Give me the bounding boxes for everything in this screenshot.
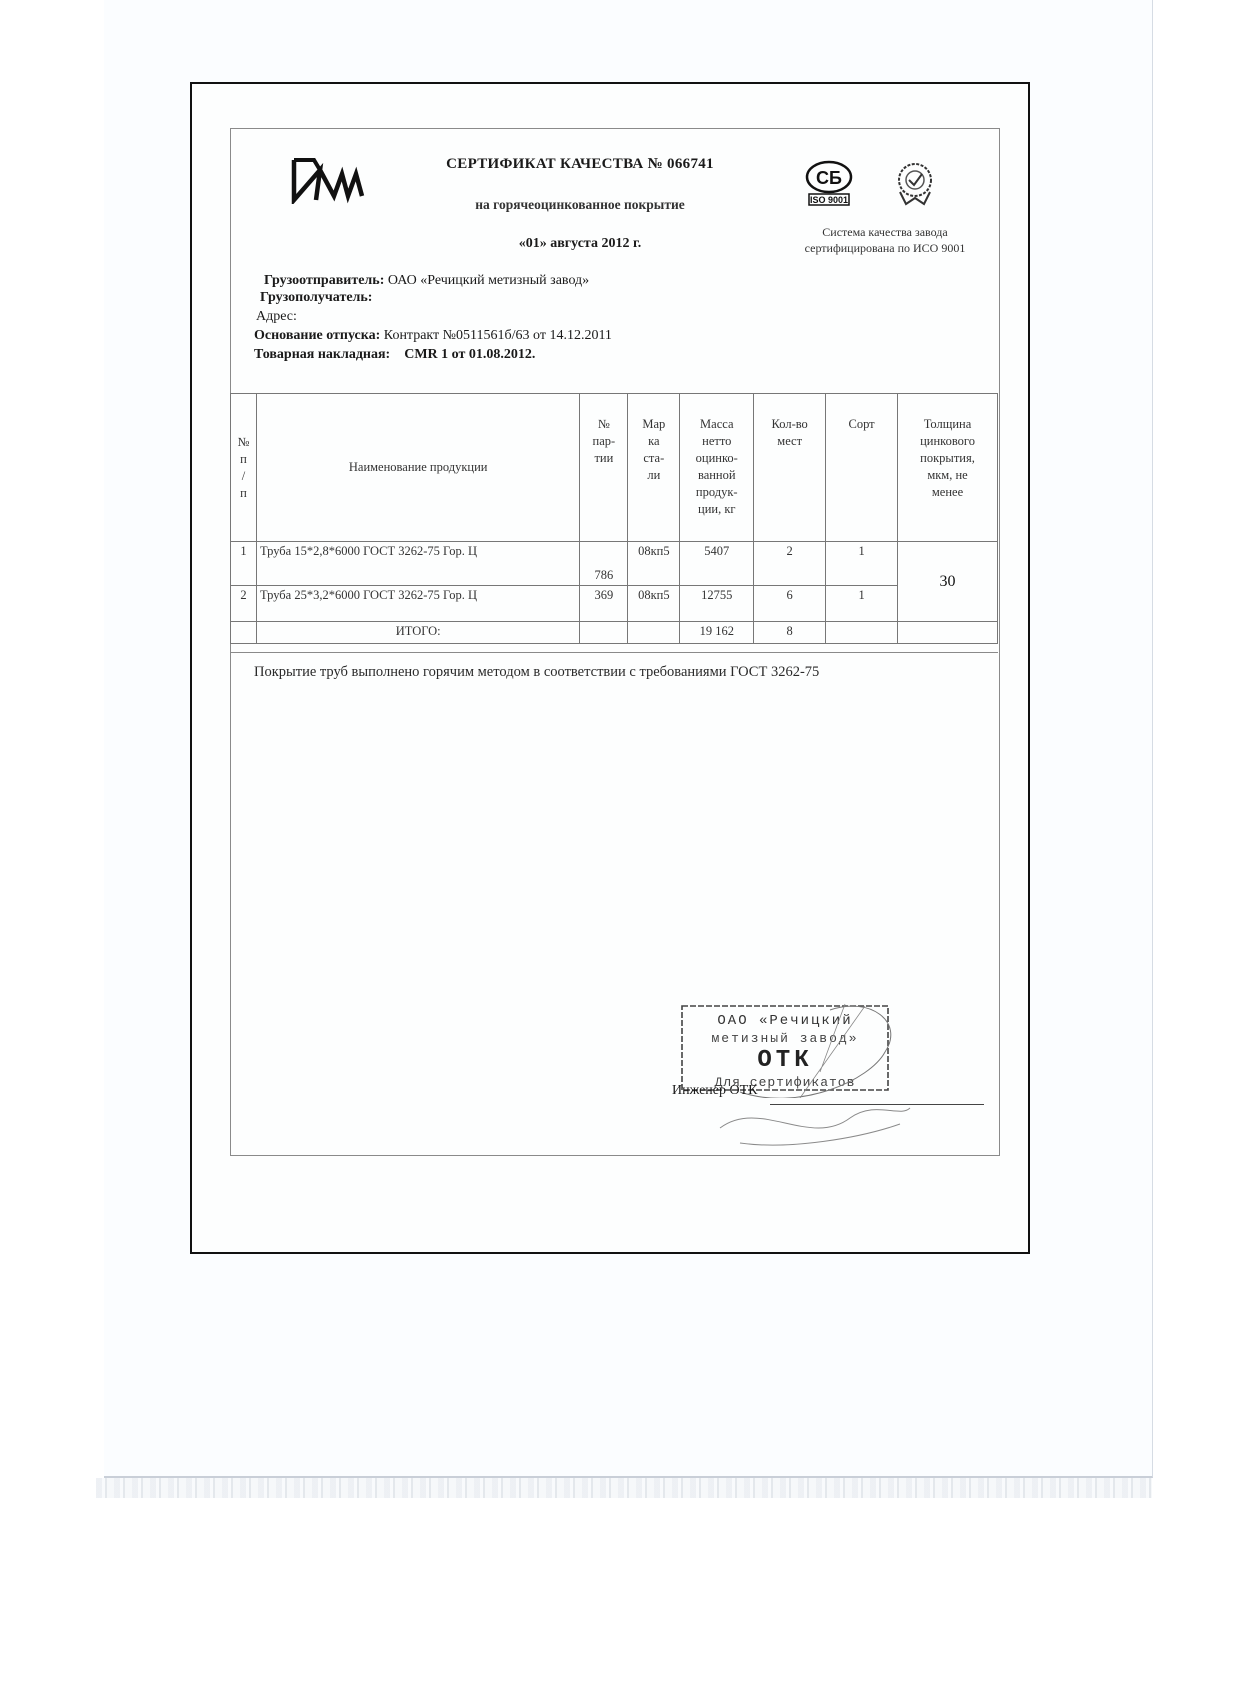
factory-logo (290, 156, 368, 204)
products-table (230, 393, 998, 644)
header-mass: Масса нетто оцинко- ванной продук- ции, кг (680, 394, 754, 542)
consignee-line (260, 289, 372, 306)
row-num: 2 (231, 586, 257, 622)
consignee-label: Грузополучатель: (260, 290, 373, 305)
waybill-value: CMR 1 от 01.08.2012. (404, 347, 536, 362)
coating-note: Покрытие труб выполнено горячим методом в соответствии с требованиями ГОСТ 3262-75 (254, 664, 820, 680)
header-num: № п / п (231, 394, 257, 542)
shipper-value: ОАО «Речицкий метизный завод» (387, 273, 590, 288)
waybill-label: Товарная накладная: (254, 347, 391, 362)
scan-edge-artifact (96, 1478, 1152, 1498)
table-bottom-divider (230, 652, 998, 653)
row-batch: 786 (580, 542, 628, 586)
certificate-subtitle: на горячеоцинкованное покрытие (475, 197, 685, 212)
row-steel: 08кп5 (628, 542, 680, 586)
basis-value: Контракт №0511561б/63 от 14.12.2011 (383, 328, 612, 343)
row-grade: 1 (826, 542, 898, 586)
row-name: Труба 25*3,2*6000 ГОСТ 3262-75 Гор. Ц (256, 586, 579, 622)
svg-text:ОТК: ОТК (757, 1047, 813, 1074)
header-steel: Мар ка ста- ли (628, 394, 680, 542)
stb-iso-logo (800, 160, 858, 206)
svg-text:метизный завод»: метизный завод» (711, 1031, 859, 1046)
table-row (231, 542, 998, 586)
total-row (231, 622, 998, 644)
row-places: 2 (754, 542, 826, 586)
basis-label: Основание отпуска: (254, 328, 381, 343)
row-mass: 12755 (680, 586, 754, 622)
svg-text:ОАО «Речицкий: ОАО «Речицкий (717, 1013, 853, 1029)
row-num: 1 (231, 542, 257, 586)
total-label: ИТОГО: (256, 622, 579, 644)
header-thickness: Толщина цинкового покрытия, мкм, не менее (898, 394, 998, 542)
row-grade: 1 (826, 586, 898, 622)
basis-line (254, 327, 612, 344)
total-mass: 19 162 (680, 622, 754, 644)
signature-scribble (700, 1088, 920, 1150)
row-batch: 369 (580, 586, 628, 622)
row-mass: 5407 (680, 542, 754, 586)
quality-note-line1: Система качества завода (822, 225, 948, 239)
header-places: Кол-во мест (754, 394, 826, 542)
header-grade: Сорт (826, 394, 898, 542)
stb-logo-text: ISO 9001 (809, 195, 849, 205)
address-line (256, 308, 297, 325)
svg-text:Для сертификатов: Для сертификатов (714, 1075, 856, 1090)
coating-thickness-value: 30 (898, 542, 998, 622)
quality-seal-icon (890, 158, 940, 208)
quality-note-line2: сертифицирована по ИСО 9001 (804, 241, 966, 255)
shipper-line (264, 272, 589, 289)
certificate-title: СЕРТИФИКАТ КАЧЕСТВА № 066741 (446, 156, 714, 172)
row-places: 6 (754, 586, 826, 622)
table-row (231, 586, 998, 622)
row-name: Труба 15*2,8*6000 ГОСТ 3262-75 Гор. Ц (256, 542, 579, 586)
quality-system-note (770, 224, 1000, 256)
shipper-label: Грузоотправитель: (264, 273, 385, 288)
certificate-date: «01» августа 2012 г. (518, 236, 642, 251)
row-steel: 08кп5 (628, 586, 680, 622)
svg-text:СБ: СБ (816, 168, 842, 188)
waybill-line (254, 346, 535, 363)
total-places: 8 (754, 622, 826, 644)
header-batch: № пар- тии (580, 394, 628, 542)
header-name: Наименование продукции (256, 394, 579, 542)
engineer-otk-label: Инженер ОТК (672, 1083, 758, 1098)
address-label: Адрес: (256, 309, 297, 324)
